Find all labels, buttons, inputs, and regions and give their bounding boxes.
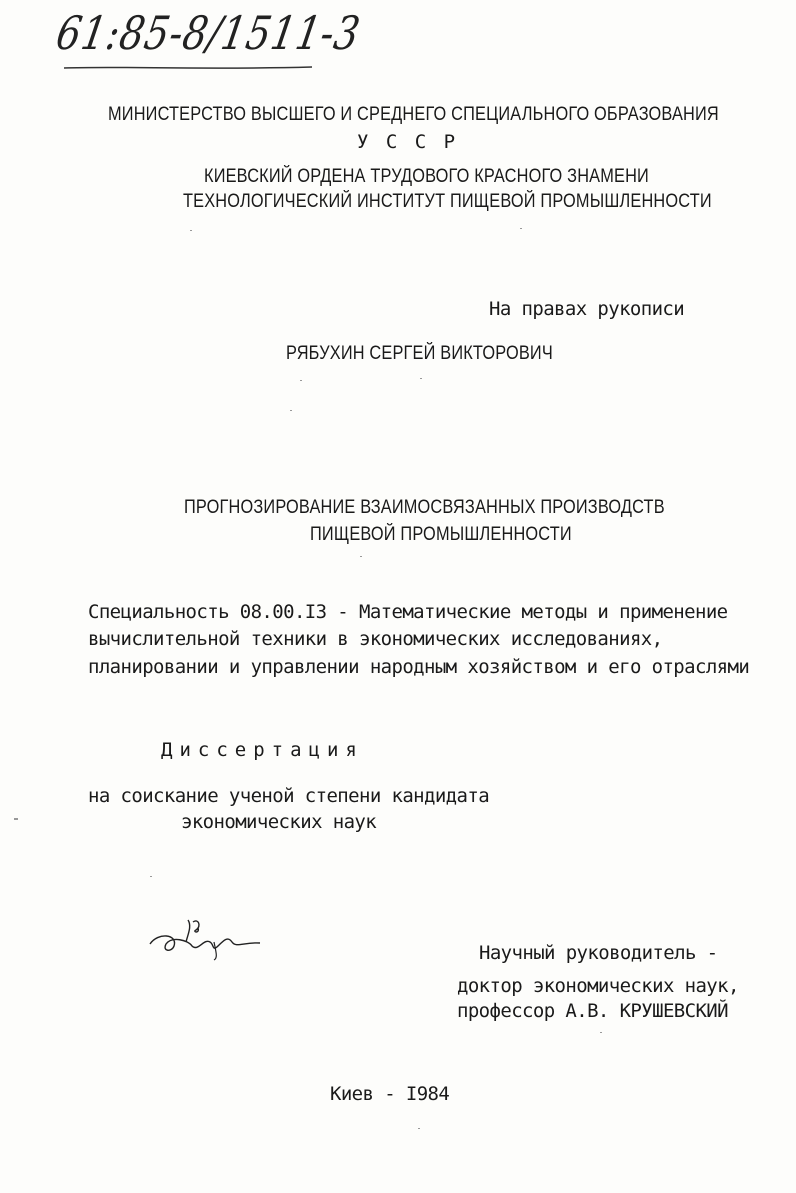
manuscript-note: На правах рукописи	[489, 298, 685, 320]
specialty-line1: Специальность 08.00.I3 - Математические методы и применение	[88, 601, 728, 623]
specialty-line3: планировании и управлении народным хозяйством и его отраслями	[88, 656, 750, 678]
supervisor-name: профессор А.В. КРУШЕВСКИЙ	[457, 1000, 728, 1022]
dissertation-title-line2: ПИЩЕВОЙ ПРОМЫШЛЕННОСТИ	[310, 524, 572, 545]
scan-speck	[360, 556, 362, 557]
specialty-line2: вычислительной техники в экономических исследованиях,	[88, 628, 663, 650]
archive-number-underline	[62, 62, 322, 74]
scan-speck	[600, 1032, 602, 1033]
city-year: Киев - I984	[330, 1083, 450, 1105]
ministry-heading: МИНИСТЕРСТВО ВЫСШЕГО И СРЕДНЕГО СПЕЦИАЛЬНОГО ОБРАЗОВАНИЯ	[108, 104, 719, 125]
degree-line1: на соискание ученой степени кандидата	[88, 785, 490, 807]
scan-speck	[418, 1128, 420, 1129]
institute-heading-line1: КИЕВСКИЙ ОРДЕНА ТРУДОВОГО КРАСНОГО ЗНАМЕНИ	[204, 166, 649, 187]
scan-speck	[520, 228, 522, 229]
archive-number-handwritten: 61:85-8/1511-3	[52, 6, 365, 60]
dissertation-label: Диссертация	[161, 739, 364, 761]
scan-speck	[300, 380, 302, 381]
scan-speck	[290, 410, 292, 411]
supervisor-degree: доктор экономических наук,	[457, 975, 739, 997]
republic-heading: У С С Р	[357, 131, 459, 153]
dissertation-title-line1: ПРОГНОЗИРОВАНИЕ ВЗАИМОСВЯЗАННЫХ ПРОИЗВОДСТВ	[184, 497, 665, 518]
author-name: РЯБУХИН СЕРГЕЙ ВИКТОРОВИЧ	[286, 343, 553, 364]
degree-line2: экономических наук	[181, 811, 377, 833]
institute-heading-line2: ТЕХНОЛОГИЧЕСКИЙ ИНСТИТУТ ПИЩЕВОЙ ПРОМЫШЛЕННОСТИ	[183, 191, 712, 212]
scan-speck	[14, 818, 18, 820]
supervisor-label: Научный руководитель -	[479, 942, 718, 964]
scan-speck	[190, 230, 192, 231]
scan-speck	[150, 876, 152, 877]
scan-speck	[420, 378, 422, 379]
author-signature	[148, 912, 268, 962]
